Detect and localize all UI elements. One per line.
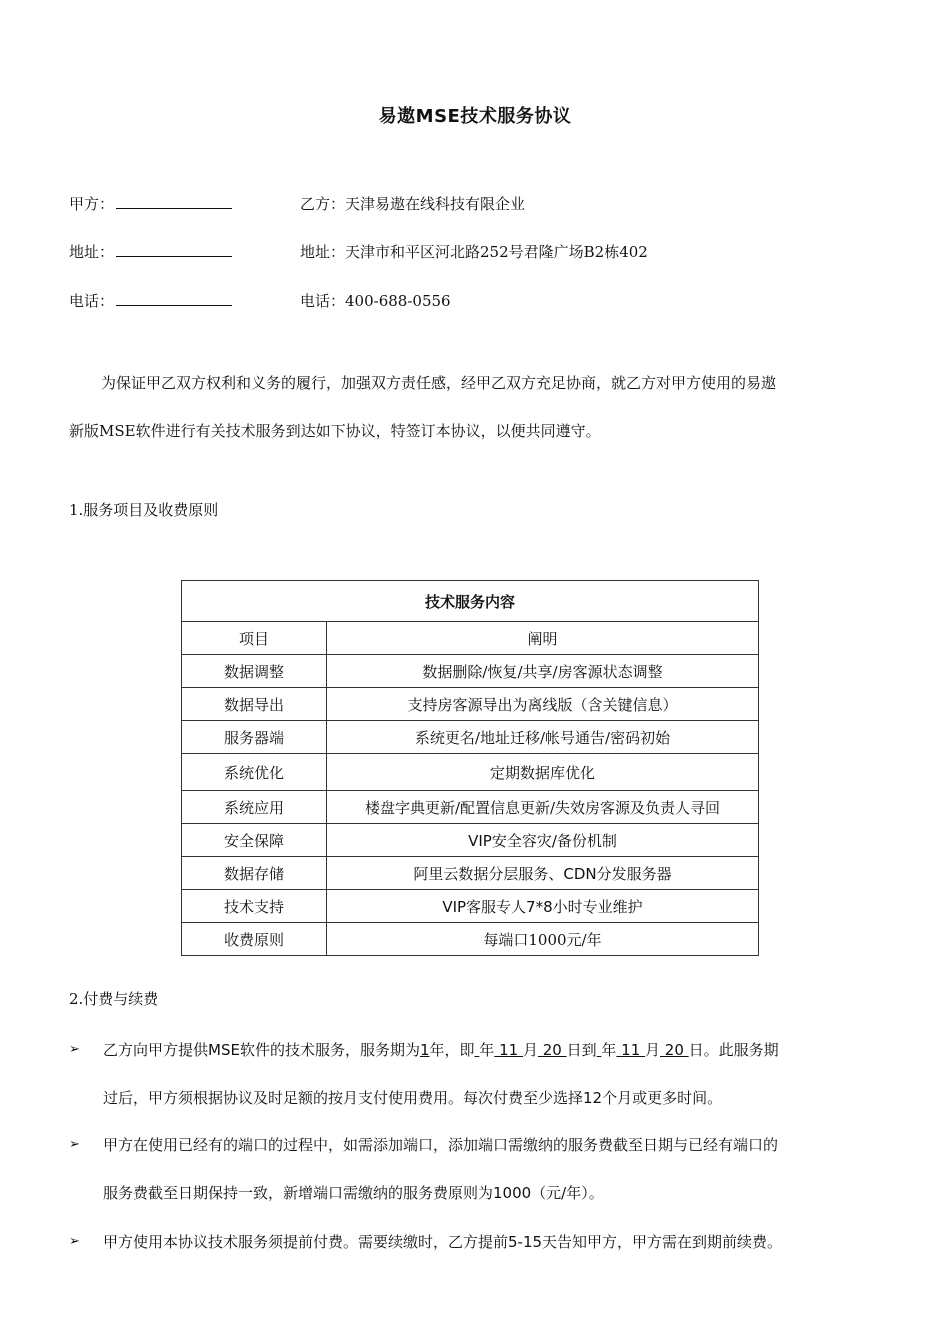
party-a-phone-label: 电话：: [69, 292, 115, 310]
document-title: 易遨MSE技术服务协议: [378, 106, 572, 127]
table-cell-description: 系统更名/地址迁移/帐号通告/密码初始: [327, 721, 759, 754]
table-cell-description: 数据删除/恢复/共享/房客源状态调整: [327, 655, 759, 688]
party-a-blank: [116, 194, 232, 209]
table-header-description: 阐明: [327, 622, 759, 655]
party-b-name: 乙方：天津易遨在线科技有限企业: [300, 195, 526, 213]
table-cell-description: 楼盘字典更新/配置信息更新/失效房客源及负责人寻回: [327, 791, 759, 824]
table-row: [182, 688, 759, 721]
party-a-address-blank: [116, 242, 232, 257]
bullet-1-line-1: 乙方向甲方提供MSE软件的技术服务，服务期为1年，即 年 11 月 20 日到 年 11 月 20 日。此服务期: [103, 1041, 779, 1059]
table-cell-description: 每端口1000元/年: [327, 923, 759, 956]
table-cell-description: VIP客服专人7*8小时专业维护: [327, 890, 759, 923]
section-2-heading: 2.付费与续费: [69, 990, 159, 1008]
party-b-address: 地址：天津市和平区河北路252号君隆广场B2栋402: [300, 243, 648, 261]
table-title: 技术服务内容: [182, 581, 759, 622]
table-row: [182, 824, 759, 857]
table-row: [182, 655, 759, 688]
party-a-label: 甲方：: [69, 195, 115, 213]
table-row: [182, 923, 759, 956]
table-cell-item: 数据调整: [182, 655, 327, 688]
intro-line-2: 新版MSE软件进行有关技术服务到达如下协议，特签订本协议，以便共同遵守。: [69, 422, 601, 440]
table-cell-description: VIP安全容灾/备份机制: [327, 824, 759, 857]
table-cell-item: 系统应用: [182, 791, 327, 824]
table-row: [182, 791, 759, 824]
table-cell-item: 系统优化: [182, 754, 327, 791]
table-header-row: [182, 622, 759, 655]
table-row: [182, 857, 759, 890]
table-title-row: [182, 581, 759, 622]
table-cell-description: 阿里云数据分层服务、CDN分发服务器: [327, 857, 759, 890]
service-table: [181, 580, 759, 956]
table-cell-item: 技术支持: [182, 890, 327, 923]
table-cell-item: 收费原则: [182, 923, 327, 956]
table-cell-description: 定期数据库优化: [327, 754, 759, 791]
bullet-2-line-2: 服务费截至日期保持一致，新增端口需缴纳的服务费原则为1000（元/年）。: [103, 1184, 604, 1202]
bullet-3-line-1: 甲方使用本协议技术服务须提前付费。需要续缴时，乙方提前5-15天告知甲方，甲方需在到期前续费。: [103, 1233, 783, 1251]
table-row: [182, 721, 759, 754]
table-row: [182, 754, 759, 791]
bullet-arrow-icon: ➢: [69, 1042, 80, 1057]
table-cell-description: 支持房客源导出为离线版（含关键信息）: [327, 688, 759, 721]
party-a-address-label: 地址：: [69, 243, 115, 261]
table-cell-item: 数据存储: [182, 857, 327, 890]
party-b-phone: 电话：400-688-0556: [300, 292, 451, 310]
section-1-heading: 1.服务项目及收费原则: [69, 501, 219, 519]
bullet-1-line-2: 过后，甲方须根据协议及时足额的按月支付使用费用。每次付费至少选择12个月或更多时间。: [103, 1089, 723, 1107]
bullet-2-line-1: 甲方在使用已经有的端口的过程中，如需添加端口，添加端口需缴纳的服务费截至日期与已经有端口的: [103, 1136, 779, 1154]
bullet-arrow-icon: ➢: [69, 1234, 80, 1249]
table-cell-item: 数据导出: [182, 688, 327, 721]
table-row: [182, 890, 759, 923]
table-header-item: 项目: [182, 622, 327, 655]
bullet-arrow-icon: ➢: [69, 1137, 80, 1152]
party-a-phone-blank: [116, 291, 232, 306]
intro-line-1: 为保证甲乙双方权利和义务的履行，加强双方责任感，经甲乙双方充足协商，就乙方对甲方使用的易遨: [101, 374, 777, 392]
table-cell-item: 安全保障: [182, 824, 327, 857]
table-cell-item: 服务器端: [182, 721, 327, 754]
